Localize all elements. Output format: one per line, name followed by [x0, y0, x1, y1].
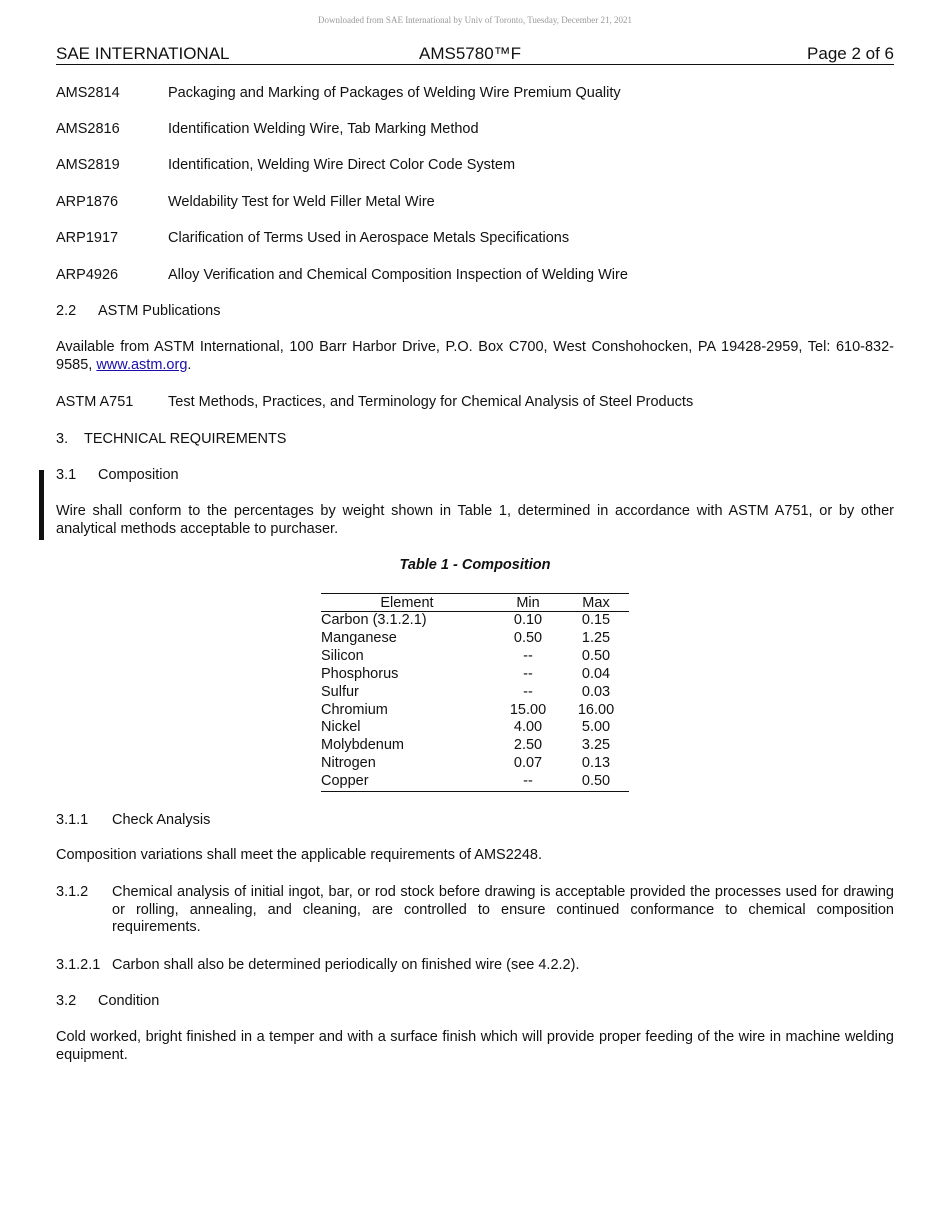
reference-title: Identification Welding Wire, Tab Marking Method: [168, 121, 479, 137]
element-cell: Copper: [321, 773, 493, 791]
reference-item: [56, 84, 894, 102]
reference-title: Alloy Verification and Chemical Composition Inspection of Welding Wire: [168, 267, 628, 283]
element-cell: Nitrogen: [321, 755, 376, 772]
section-number: 3.1: [56, 467, 77, 483]
section-title: Check Analysis: [112, 812, 211, 828]
min-cell: 0.10: [513, 612, 543, 628]
section-heading-3: [56, 430, 894, 448]
section-number: 3.: [56, 431, 69, 447]
section-title: ASTM Publications: [98, 303, 221, 319]
reference-title: Identification, Welding Wire Direct Color Code System: [168, 157, 516, 173]
min-cell: 2.50: [513, 737, 543, 754]
max-cell: 0.03: [581, 683, 611, 700]
section-3-1-2-1: [56, 956, 894, 974]
page-header: [56, 44, 894, 65]
section-title: TECHNICAL REQUIREMENTS: [84, 431, 287, 447]
min-cell: --: [523, 683, 533, 700]
reference-item: [56, 393, 894, 411]
table-row: [321, 684, 629, 702]
section-number: 3.2: [56, 993, 77, 1009]
section-title: Condition: [98, 993, 160, 1009]
reference-title: Test Methods, Practices, and Terminology for Chemical Analysis of Steel Products: [168, 394, 694, 410]
min-cell: 0.50: [513, 629, 543, 646]
reference-code: AMS2819: [56, 157, 120, 173]
table-row: [321, 702, 629, 720]
max-cell: 0.13: [581, 755, 611, 772]
min-cell: 0.07: [513, 755, 543, 772]
composition-paragraph: Wire shall conform to the percentages by weight shown in Table 1, determined in accordance with ASTM A751, or by other analytical methods acceptable to purchaser.: [56, 503, 894, 537]
astm-availability-text: Available from ASTM International, 100 Barr Harbor Drive, P.O. Box C700, West Conshohocken, PA 19428-2959, Tel: 610-832-9585,: [56, 339, 894, 373]
section-heading-3-1-1: [56, 811, 894, 829]
table-row: [321, 755, 629, 773]
column-header-element: Element: [321, 594, 493, 612]
element-cell: Phosphorus: [321, 665, 399, 682]
reference-item: [56, 266, 894, 284]
reference-code: ARP1876: [56, 194, 119, 210]
astm-availability-paragraph: [56, 339, 894, 374]
max-cell: 0.50: [563, 773, 629, 791]
table-row: [321, 666, 629, 684]
reference-title: Packaging and Marking of Packages of Welding Wire Premium Quality: [168, 85, 621, 101]
condition-paragraph: Cold worked, bright finished in a temper and with a surface finish which will provide proper feeding of the wire in machine welding equipment.: [56, 1029, 894, 1063]
download-watermark: Downloaded from SAE International by Univ of Toronto, Tuesday, December 21, 2021: [317, 15, 633, 25]
table-row: [321, 648, 629, 666]
table-row: [321, 737, 629, 755]
min-cell: 15.00: [509, 701, 547, 718]
table-row: [321, 719, 629, 737]
section-number: 2.2: [56, 303, 77, 319]
min-cell: --: [523, 647, 533, 664]
section-3-1-2: [56, 884, 894, 937]
section-heading-2-2: [56, 302, 894, 320]
reference-item: [56, 156, 894, 174]
min-cell: 4.00: [513, 719, 543, 736]
section-title: Composition: [98, 467, 179, 483]
table-row: [321, 630, 629, 648]
max-cell: 1.25: [581, 629, 611, 646]
reference-item: [56, 193, 894, 211]
section-text: Chemical analysis of initial ingot, bar, or rod stock before drawing is acceptable provided the processes used for drawing or rolling, annealing, and cleaning, are controlled to ensure continued conformance to chemical composition requirements.: [112, 884, 894, 935]
column-header-min: Min: [493, 594, 563, 612]
section-heading-3-2: [56, 992, 894, 1010]
section-number: 3.1.2.1: [56, 957, 101, 973]
element-cell: Manganese: [321, 629, 397, 646]
max-cell: 0.04: [581, 665, 611, 682]
header-document-number: AMS5780™F: [419, 44, 522, 63]
element-cell: Silicon: [321, 647, 364, 664]
astm-website-link[interactable]: www.astm.org: [96, 356, 188, 373]
reference-code: ARP4926: [56, 267, 119, 283]
header-organization: SAE INTERNATIONAL: [56, 44, 230, 63]
reference-code: AMS2816: [56, 121, 120, 137]
revision-change-bar: [39, 470, 44, 540]
max-cell: 5.00: [581, 719, 611, 736]
min-cell: --: [493, 773, 563, 791]
min-cell: --: [523, 665, 533, 682]
table-header-row: [321, 594, 629, 612]
section-number: 3.1.1: [56, 812, 89, 828]
max-cell: 16.00: [577, 701, 615, 718]
section-number: 3.1.2: [56, 884, 89, 900]
composition-table: [321, 593, 629, 792]
reference-code: ASTM A751: [56, 394, 134, 410]
element-cell: Carbon (3.1.2.1): [321, 612, 427, 628]
reference-item: [56, 120, 894, 138]
reference-title: Weldability Test for Weld Filler Metal Wire: [168, 194, 435, 210]
table-caption: Table 1 - Composition: [399, 557, 551, 573]
column-header-max: Max: [563, 594, 629, 612]
section-heading-3-1: [56, 466, 894, 484]
header-page-number: Page 2 of 6: [807, 44, 894, 63]
reference-title: Clarification of Terms Used in Aerospace Metals Specifications: [168, 230, 570, 246]
element-cell: Chromium: [321, 701, 388, 718]
table-row: [321, 773, 629, 791]
table-row: [321, 612, 629, 630]
max-cell: 0.15: [581, 612, 611, 628]
element-cell: Molybdenum: [321, 737, 405, 754]
section-text: Carbon shall also be determined periodically on finished wire (see 4.2.2).: [112, 957, 580, 973]
reference-code: AMS2814: [56, 85, 120, 101]
astm-availability-end: .: [187, 356, 192, 373]
check-analysis-paragraph: Composition variations shall meet the applicable requirements of AMS2248.: [56, 847, 543, 863]
max-cell: 0.50: [581, 647, 611, 664]
element-cell: Sulfur: [321, 683, 359, 700]
max-cell: 3.25: [581, 737, 611, 754]
reference-code: ARP1917: [56, 230, 119, 246]
element-cell: Nickel: [321, 719, 361, 736]
reference-item: [56, 229, 894, 247]
